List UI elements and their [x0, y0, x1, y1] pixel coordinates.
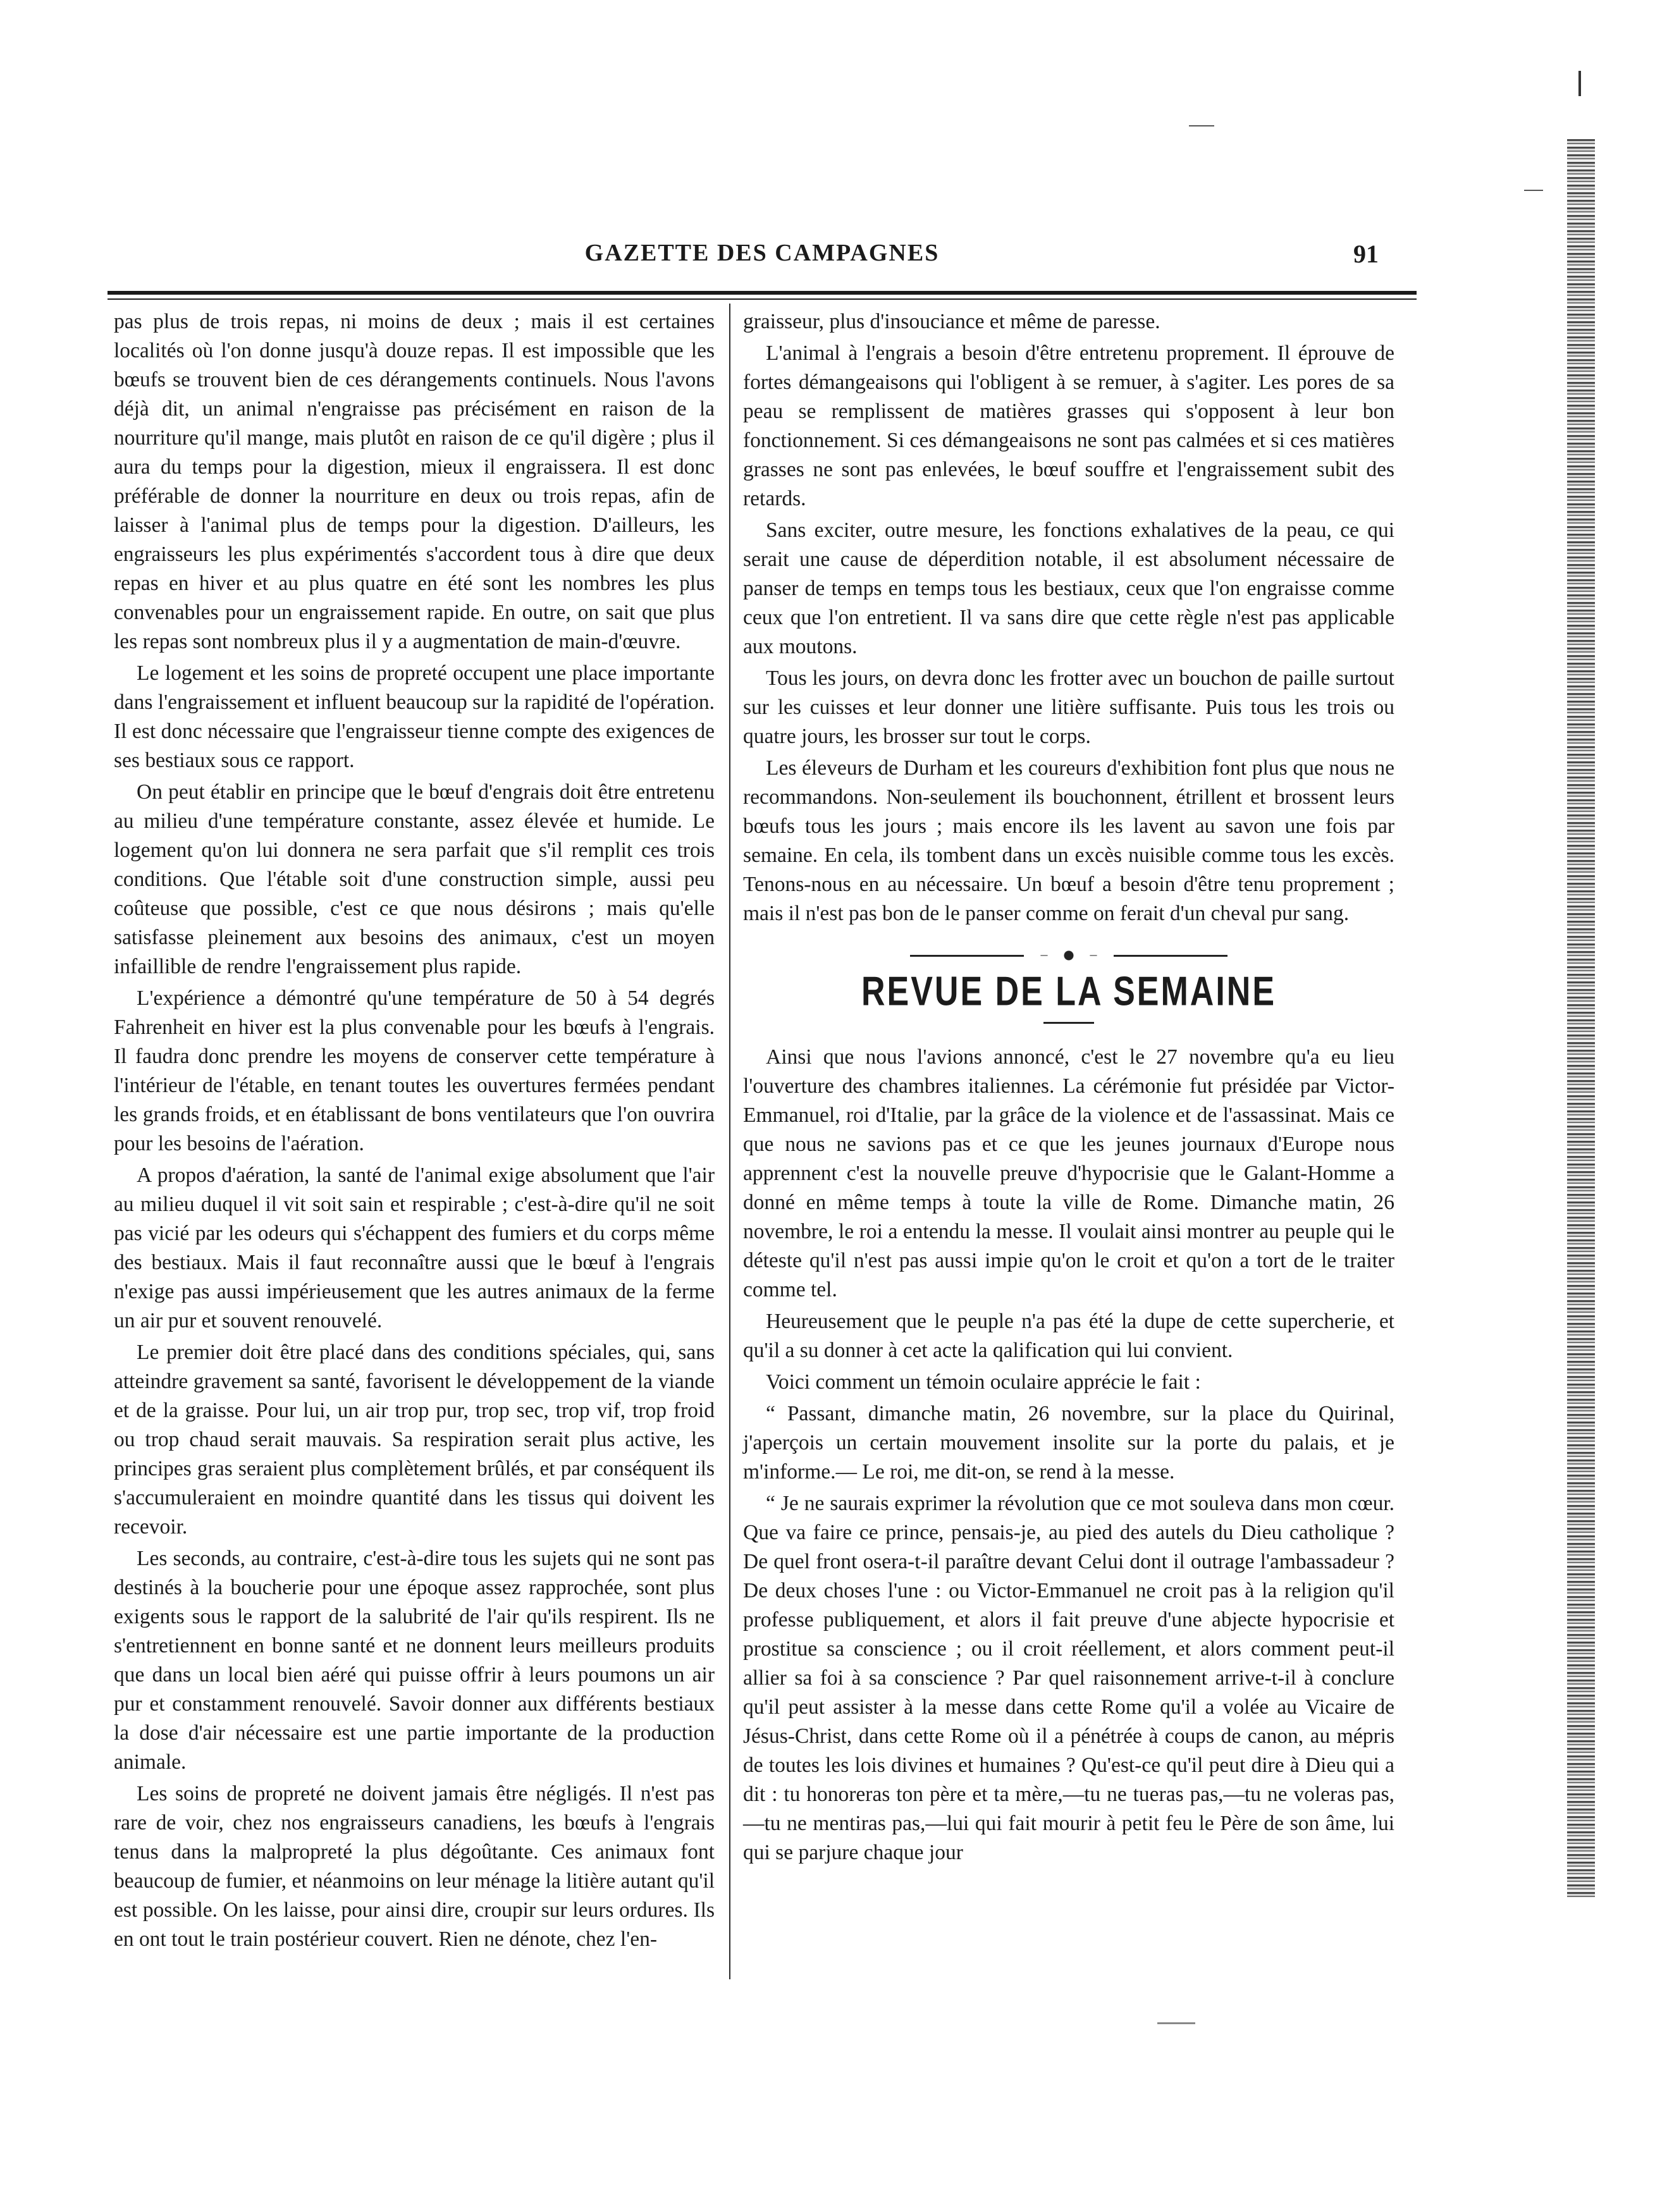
paragraph: Les soins de propreté ne doivent jamais être négligés. Il n'est pas rare de voir, chez nos engraisseurs canadiens, les bœufs à l'engrais tenus dans la malpropreté la plus dégoûtante. Ces animaux font beaucoup de fumier, et néanmoins on leur ménage la litière autant qu'il est possible. On les laisse, pour ainsi dire, croupir sur leurs ordures. Ils en ont tout le train postérieur couvert. Rien ne dénote, chez l'en-: [114, 1782, 715, 1951]
left-column: [114, 307, 715, 1957]
paragraph: On peut établir en principe que le bœuf d'engrais doit être entretenu au milieu d'une température constante, assez élevée et humide. Le logement qu'on lui donnera ne sera parfait que s'il remplit ces trois conditions. Que l'étable soit d'une construction simple, aussi peu coûteuse que possible, c'est ce que nous désirons ; mais qu'elle satisfasse pleinement aux besoins des animaux, c'est un moyen infaillible de rendre l'engraissement plus rapide.: [114, 780, 715, 978]
page-number: 91: [1353, 240, 1379, 268]
paragraph: graisseur, plus d'insouciance et même de paresse.: [743, 310, 1160, 333]
paragraph: Le logement et les soins de propreté occupent une place importante dans l'engraissement et influent beaucoup sur la rapidité de l'opération. Il est donc nécessaire que l'engraisseur tienne compte des exigences de ses bestiaux sous ce rapport.: [114, 661, 715, 772]
quote-paragraph: “ Passant, dimanche matin, 26 novembre, sur la place du Quirinal, j'aperçois un certain mouvement insolite sur la porte du palais, et je m'informe.— Le roi, me dit-on, se rend à la messe.: [743, 1402, 1394, 1484]
paragraph: Ainsi que nous l'avions annoncé, c'est le 27 novembre qu'a eu lieu l'ouverture des chambres italiennes. La cérémonie fut présidée par Victor-Emmanuel, roi d'Italie, par la grâce de la violence et de l'assassinat. Mais ce que nous ne savions pas et ce que les jeunes journaux d'Europe nous apprennent c'est la nouvelle preuve d'hypocrisie que le Galant-Homme a donné en même temps à toute la ville de Rome. Dimanche matin, 26 novembre, le roi a entendu la messe. Il voulait ainsi montrer au peuple qui le déteste qu'il n'est pas aussi impie qu'on le croit et qu'on a tort de le traiter comme tel.: [743, 1045, 1394, 1301]
paragraph: L'animal à l'engrais a besoin d'être entretenu proprement. Il éprouve de fortes démangeaisons qui l'obligent à se remuer, à s'agiter. Les pores de sa peau se remplissent de matières grasses qui s'opposent à leur bon fonctionnement. Si ces démangeaisons ne sont pas calmées et si ces matières grasses ne sont pas enlevées, le bœuf souffre et l'engraissement subit des retards.: [743, 341, 1394, 510]
paragraph: L'expérience a démontré qu'une température de 50 à 54 degrés Fahrenheit en hiver est la plus convenable pour les bœufs à l'engrais. Il faudra donc prendre les moyens de conserver cette température à l'intérieur de l'étable, en tenant toutes les ouvertures fermées pendant les grands froids, et en établissant de bons ventilateurs que l'on ouvrira pour les besoins de l'aération.: [114, 986, 715, 1155]
scan-speck: [1524, 190, 1543, 191]
paragraph: Le premier doit être placé dans des conditions spéciales, qui, sans atteindre gravement sa santé, favorisent le développement de la viande et de la graisse. Pour lui, un air trop pur, trop sec, trop vif, trop froid ou trop chaud serait mauvais. Sa respiration serait plus active, les principes gras seraient plus complètement brûlés, et par conséquent ils s'accumuleraient en moindre quantité dans les tissus qui doivent les recevoir.: [114, 1341, 715, 1539]
header-rule-thin: [108, 298, 1417, 300]
quote-paragraph: “ Je ne saurais exprimer la révolution que ce mot souleva dans mon cœur. Que va faire ce prince, pensais-je, au pied des autels du Dieu catholique ? De quel front osera-t-il paraître devant Celui dont il outrage l'ambassadeur ? De deux choses l'une : ou Victor-Emmanuel ne croit pas à la religion qu'il professe publiquement, et alors il fait preuve d'une abjecte hypocrisie et prostitue sa conscience ; ou il croit réellement, et alors comment peut-il allier sa foi à sa conscience ? Par quel raisonnement arrive-t-il à conclure qu'il peut assister à la messe dans cette Rome qu'il a volée au Vicaire de Jésus-Christ, dans cette Rome où il a pénétrée à coups de canon, au mépris de toutes les lois divines et humaines ? Qu'est-ce qu'il peut dire à Dieu qui a dit : tu honoreras ton père et ta mère,—tu ne tueras pas,—tu ne voleras pas,—tu ne mentiras pas,—lui qui fait mourir à petit feu le Père de son âme, lui qui se parjure chaque jour: [743, 1492, 1394, 1864]
page-header: [114, 239, 1410, 283]
column-divider: [729, 304, 730, 1979]
paragraph: Les seconds, au contraire, c'est-à-dire tous les sujets qui ne sont pas destinés à la boucherie pour une époque assez rapprochée, sont plus exigents sous le rapport de la salubrité de l'air qu'ils respirent. Ils ne s'entretiennent en bonne santé et ne donnent leurs meilleurs produits que dans un local bien aéré qui puisse offrir à leurs poumons un air pur et constamment renouvelé. Savoir donner aux différents bestiaux la dose d'air nécessaire est une partie importante de la production animale.: [114, 1547, 715, 1774]
right-column: [743, 307, 1394, 1870]
paragraph: Heureusement que le peuple n'a pas été la dupe de cette supercherie, et qu'il a su donner à cet acte la qalification qui lui convient.: [743, 1310, 1394, 1362]
edge-mark: [1578, 71, 1581, 96]
header-rule: [108, 291, 1417, 295]
paragraph: Voici comment un témoin oculaire apprécie le fait :: [766, 1370, 1201, 1394]
publication-title: GAZETTE DES CAMPAGNES: [584, 240, 940, 266]
scan-speck: [1189, 125, 1214, 126]
paragraph: pas plus de trois repas, ni moins de deux ; mais il est certaines localités où l'on donne jusqu'à douze repas. Il est impossible que les bœufs se trouvent bien de ces dérangements continuels. Nous l'avons déjà dit, un animal n'engraisse pas précisément en raison de la nourriture qu'il mange, mais plutôt en raison de ce qu'il digère ; plus il aura du temps pour la digestion, mieux il engraissera. Il est donc préférable de donner la nourriture en deux ou trois repas, afin de laisser à l'animal plus de temps pour la digestion. D'ailleurs, les engraisseurs les plus expérimentés s'accordent tous à dire que deux repas en hiver et au plus quatre en été sont les nombres les plus convenables pour un engraissement rapide. En outre, on sait que plus les repas sont nombreux plus il y a augmentation de main-d'œuvre.: [114, 310, 715, 653]
section-heading: REVUE DE LA SEMAINE: [861, 968, 1277, 1015]
binding-edge-strip: [1567, 139, 1595, 1897]
paragraph: A propos d'aération, la santé de l'animal exige absolument que l'air au milieu duquel il vit soit sain et respirable ; c'est-à-dire qu'il ne soit pas vicié par les odeurs qui s'échappent des fumiers et du corps même des bestiaux. Mais il faut reconnaître aussi que le bœuf à l'engrais n'exige pas aussi impérieusement que les autres animaux de la ferme un air pur et souvent renouvelé.: [114, 1164, 715, 1332]
section-underline: [1043, 1022, 1094, 1024]
section-ornament: [743, 949, 1394, 962]
paragraph: Tous les jours, on devra donc les frotter avec un bouchon de paille surtout sur les cuisses et leur donner une litière suffisante. Puis tous les trois ou quatre jours, les brosser sur tout le corps.: [743, 667, 1394, 748]
paragraph: Les éleveurs de Durham et les coureurs d'exhibition font plus que nous ne recommandons. Non-seulement ils bouchonnent, étrillent et brossent leurs bœufs tous les jours ; mais encore ils les lavent au savon une fois par semaine. En cela, ils tombent dans un excès nuisible comme tous les excès. Tenons-nous en au nécessaire. Un bœuf a besoin d'être tenu proprement ; mais il n'est pas bon de le panser comme on ferait d'un cheval pur sang.: [743, 756, 1394, 925]
paragraph: Sans exciter, outre mesure, les fonctions exhalatives de la peau, ce qui serait une cause de déperdition notable, il est absolument nécessaire de panser de temps en temps tous les bestiaux, ceux que l'on engraisse comme ceux que l'on entretient. Il va sans dire que cette règle n'est pas applicable aux moutons.: [743, 519, 1394, 658]
column-end-mark: [1157, 2022, 1195, 2024]
